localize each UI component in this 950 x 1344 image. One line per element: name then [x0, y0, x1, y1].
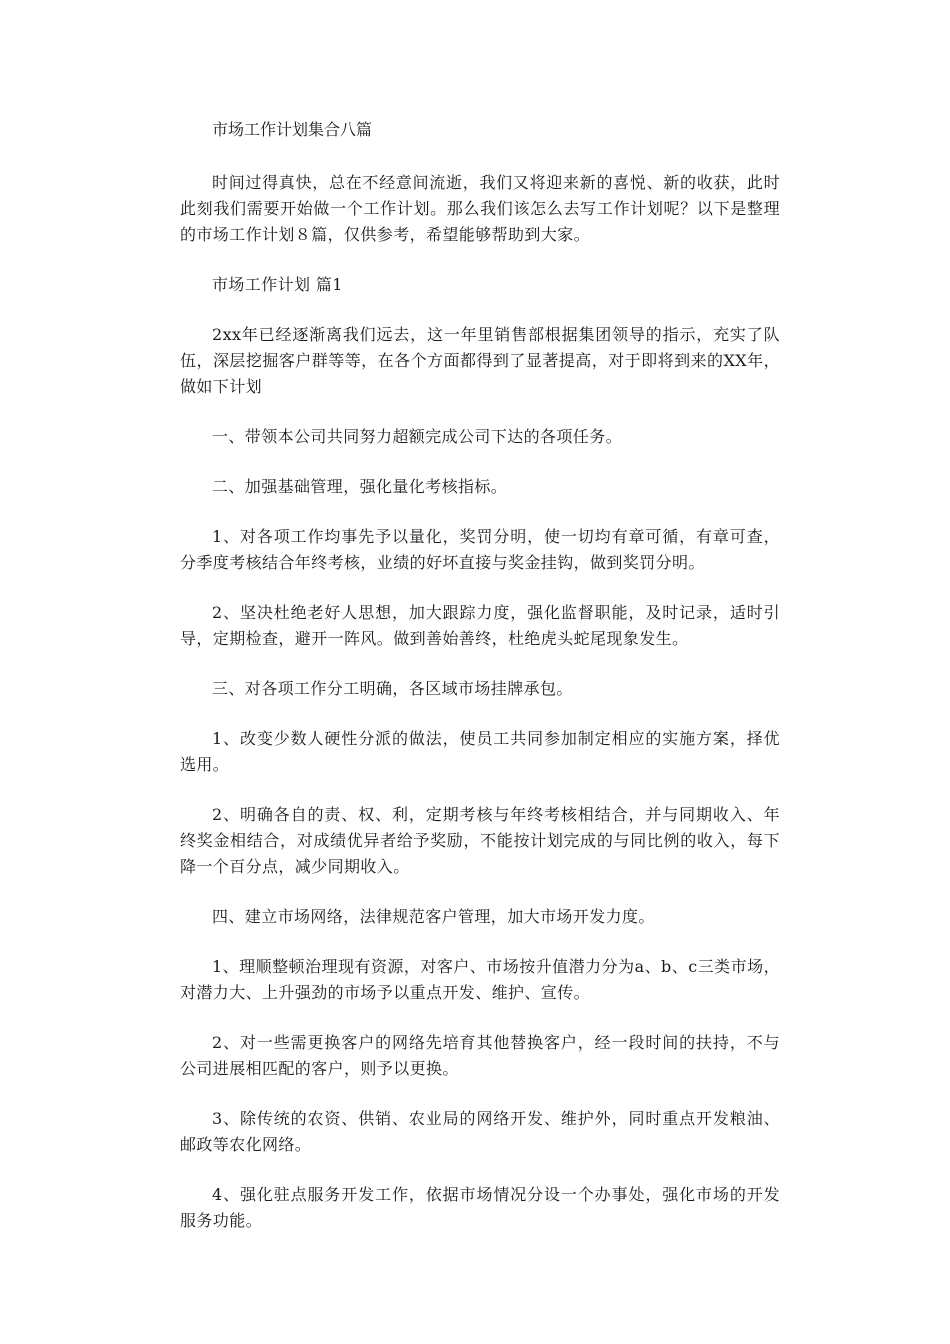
intro-paragraph: 时间过得真快，总在不经意间流逝，我们又将迎来新的喜悦、新的收获，此时此刻我们需要开始做一个工作计划。那么我们该怎么去写工作计划呢？以下是整理的市场工作计划８篇，仅供参考，希望能够帮助到大家。 — [180, 173, 780, 244]
paragraph: 4、强化驻点服务开发工作，依据市场情况分设一个办事处，强化市场的开发服务功能。 — [180, 1185, 780, 1230]
paragraph: 1、改变少数人硬性分派的做法，使员工共同参加制定相应的实施方案，择优选用。 — [180, 729, 780, 774]
document-page — [180, 118, 780, 1258]
document-title: 市场工作计划集合八篇 — [212, 120, 373, 139]
paragraph: 2、坚决杜绝老好人思想，加大跟踪力度，强化监督职能，及时记录，适时引导，定期检查，避开一阵风。做到善始善终，杜绝虎头蛇尾现象发生。 — [180, 603, 780, 648]
paragraph: 三、对各项工作分工明确，各区域市场挂牌承包。 — [212, 679, 573, 698]
paragraph: 二、加强基础管理，强化量化考核指标。 — [212, 477, 508, 496]
paragraph: 3、除传统的农资、供销、农业局的网络开发、维护外，同时重点开发粮油、邮政等农化网络。 — [180, 1109, 780, 1154]
paragraph: 四、建立市场网络，法律规范客户管理，加大市场开发力度。 — [212, 907, 655, 926]
paragraph: 一、带领本公司共同努力超额完成公司下达的各项任务。 — [212, 427, 623, 446]
paragraph: 2、对一些需更换客户的网络先培育其他替换客户，经一段时间的扶持，不与公司进展相匹配的客户，则予以更换。 — [180, 1033, 780, 1078]
paragraph: 2xx年已经逐渐离我们远去，这一年里销售部根据集团领导的指示，充实了队伍，深层挖掘客户群等等，在各个方面都得到了显著提高，对于即将到来的XX年，做如下计划 — [180, 325, 780, 396]
paragraph: 1、理顺整顿治理现有资源，对客户、市场按升值潜力分为a、b、c三类市场，对潜力大、上升强劲的市场予以重点开发、维护、宣传。 — [180, 957, 780, 1002]
paragraph: 1、对各项工作均事先予以量化，奖罚分明，使一切均有章可循，有章可查，分季度考核结合年终考核，业绩的好坏直接与奖金挂钩，做到奖罚分明。 — [180, 527, 780, 572]
section-heading: 市场工作计划 篇1 — [212, 275, 343, 294]
paragraph: 2、明确各自的责、权、利，定期考核与年终考核相结合，并与同期收入、年终奖金相结合，对成绩优异者给予奖励，不能按计划完成的与同比例的收入，每下降一个百分点，减少同期收入。 — [180, 805, 780, 876]
